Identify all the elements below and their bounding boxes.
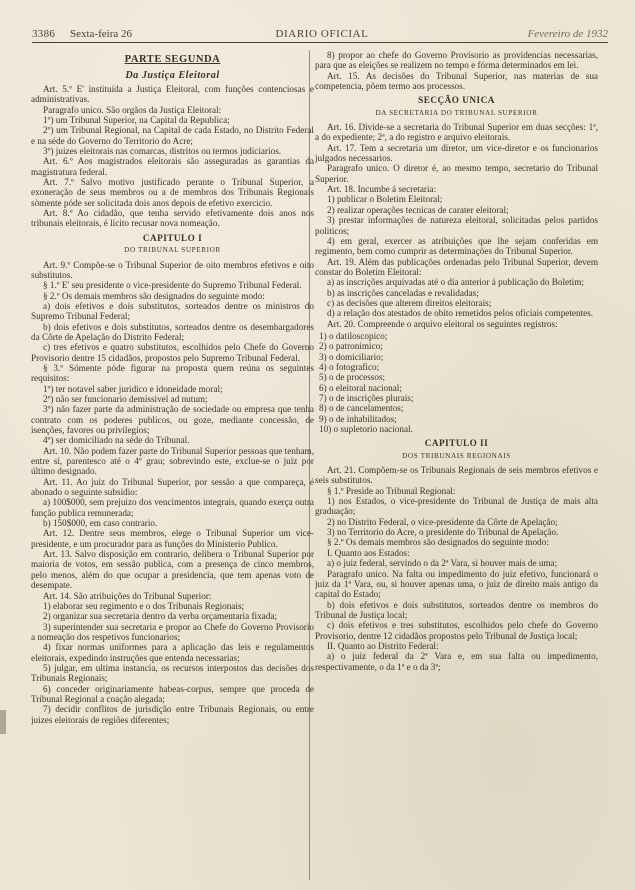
- article-paragraph: 5) julgar, em ultima instancia, os recursos interpostos das decisões dos Tribunais Regionais;: [31, 662, 314, 684]
- issue-month: Fevereiro de 1932: [527, 28, 608, 40]
- article-paragraph: Art. 6.º Aos magistrados eleitorais são asseguradas as garantias da magistratura federal.: [31, 156, 314, 177]
- section-subheading: DO TRIBUNAL SUPERIOR: [124, 246, 221, 255]
- article-paragraph: d) a relação dos atestados de obito remetidos pelos oficiais competentes.: [327, 308, 594, 319]
- article-paragraph: Art. 16. Divide-se a secretaria do Tribunal Superior em duas secções: 1ª, a do expediente; 2ª, a do registro e arquivo eleitorais.: [315, 122, 598, 143]
- article-paragraph: 3º) não fazer parte da administração de sociedade ou empresa que tenha contrato com os poderes publicos, ou goze, mediante concessão, de isenções, favores ou privilegios;: [31, 404, 314, 435]
- register-list-item: 3) o domiciliario;: [319, 351, 384, 362]
- article-paragraph: Art. 9.º Compõe-se o Tribunal Superior de oito membros efetivos e oito substitutos.: [31, 259, 314, 280]
- article-paragraph: c) as decisões que alterem direitos eleitorais;: [327, 297, 492, 308]
- article-paragraph: a) o juiz federal da 2ª Vara e, em sua falta ou impedimento, respectivamente, o da 1ª e o da 3ª;: [315, 651, 598, 672]
- article-paragraph: Art. 7.º Salvo motivo justificado perante o Tribunal Superior, a exoneração de seus membros ou a de membros dos Tribunais Regionais sòmente póde ser solicitada dois anos depois de efetivo exercicio.: [31, 177, 314, 208]
- article-paragraph: Art. 10. Não podem fazer parte do Tribunal Superior pessoas que tenham, entre si, parentesco até o 4º grau; sobrevindo este, exclue-se o juiz por último designado.: [31, 445, 314, 477]
- register-list-item: 8) o de cancelamentos;: [319, 403, 404, 414]
- register-list-item: 10) o supletorio nacional.: [319, 424, 413, 435]
- article-paragraph: Art. 15. As decisões do Tribunal Superior, nas materias de sua competencia, põem termo aos processos.: [315, 70, 598, 92]
- article-paragraph: § 2.º Os demais membros são designados do seguinte modo:: [43, 290, 265, 301]
- right-column: [315, 50, 598, 880]
- article-paragraph: 1º) um Tribunal Superior, na Capital da Republica;: [43, 115, 230, 126]
- article-paragraph: Art. 8.º Ao cidadão, que tenha servido efetivamente dois anos nos tribunais eleitorais, é licito recusar nova nomeação.: [31, 208, 314, 229]
- register-list-item: 7) o de inscrições plurais;: [319, 393, 414, 403]
- article-paragraph: 4) fixar normas uniformes para a aplicação das leis e regulamentos eleitorais, expedindo instruções que entenda necessarias;: [31, 642, 314, 663]
- left-column: [31, 50, 314, 880]
- article-paragraph: b) dois efetivos e dois substitutos, sorteados dentre os membros do Tribunal de Justiça local;: [315, 599, 598, 620]
- article-paragraph: 1º) ter notavel saber juridico e idoneidade moral;: [43, 383, 223, 394]
- article-paragraph: Art. 12. Dentre seus membros, elege o Tribunal Superior um vice-presidente, e um procurador para as funções do Ministerio Publico.: [31, 528, 314, 549]
- article-paragraph: § 2.º Os demais membros são designados do seguinte modo:: [327, 537, 549, 548]
- register-list-item: 6) o eleitoral nacional;: [319, 382, 402, 393]
- article-paragraph: § 1.º E' seu presidente o vice-presidente do Supremo Tribunal Federal.: [43, 280, 302, 291]
- issue-date: Sexta-feira 26: [70, 28, 132, 40]
- article-paragraph: a) dois efetivos e dois substitutos, sorteados dentre os ministros do Supremo Tribunal Federal;: [31, 300, 314, 322]
- page-fold-mark: [0, 710, 6, 734]
- article-paragraph: Art. 19. Além das publicações ordenadas pelo Tribunal Superior, devem constar do Boletim Eleitoral:: [315, 256, 598, 277]
- article-paragraph: 3) prestar informações de natureza eleitoral, solicitadas pelos partidos politicos;: [315, 215, 598, 236]
- article-paragraph: 6) conceder originariamente habeas-corpus, sempre que proceda de Tribunal Regional a coação alegada;: [31, 683, 314, 704]
- article-paragraph: Art. 20. Compreende o arquivo eleitoral os seguintes registros:: [327, 318, 558, 329]
- section-heading: Da Justiça Eleitoral: [125, 70, 220, 81]
- article-paragraph: 7) decidir conflitos de jurisdição entre Tribunais Regionais, ou entre juizes eleitorais de regiões diferentes;: [31, 704, 314, 725]
- register-list-item: 9) o de inhabilitados;: [319, 413, 397, 424]
- article-paragraph: 2) organizar sua secretaria dentro da verba orçamentaria fixada;: [43, 611, 277, 622]
- article-paragraph: 3º) juizes eleitorais nas comarcas, distritos ou termos judiciarios.: [43, 146, 282, 157]
- article-paragraph: Art. 13. Salvo disposição em contrario, delibera o Tribunal Superior por maioria de votos, em sessão publica, com a presença de cinco membros, pelo menos, além do que ocupar a presidencia, que tem apenas voto de desempate.: [31, 549, 314, 591]
- journal-title: DIARIO OFICIAL: [275, 28, 369, 40]
- article-paragraph: 2º) um Tribunal Regional, na Capital de cada Estado, no Distrito Federal e na séde do Governo do Territorio do Acre;: [31, 125, 314, 146]
- article-paragraph: Art. 21. Compõem-se os Tribunais Regionais de seis membros efetivos e seis substitutos.: [315, 465, 598, 486]
- article-paragraph: b) as inscrições canceladas e revalidadas;: [327, 287, 479, 298]
- article-paragraph: Paragrafo unico. O diretor é, ao mesmo tempo, secretario do Tribunal Superior.: [315, 163, 598, 184]
- article-paragraph: b) dois efetivos e dois substitutos, sorteados dentre os desembargadores da Côrte de Apelação do Distrito Federal;: [31, 321, 314, 342]
- column-divider: [309, 50, 310, 880]
- article-paragraph: 2º) não ser funcionario demissivel ad nutum;: [43, 393, 208, 404]
- article-paragraph: 4) em geral, exercer as atribuições que lhe sejam conferidas em regimento, bem como cumprir as determinações do Tribunal Superior.: [315, 235, 598, 257]
- article-paragraph: 2) realizar operações tecnicas de carater eleitoral;: [327, 204, 509, 215]
- register-list-item: 2) o patronimico;: [319, 341, 383, 352]
- article-paragraph: 1) publicar o Boletim Eleitoral;: [327, 194, 443, 205]
- article-paragraph: 8) propor ao chefe do Governo Provisorio as providencias necessarias, para que as eleições se realizem no tempo e fórma determinados em lei.: [315, 50, 598, 71]
- article-paragraph: § 1.º Preside ao Tribunal Regional:: [327, 485, 456, 496]
- article-paragraph: 4º) ser domiciliado na séde do Tribunal.: [43, 435, 190, 446]
- article-paragraph: Paragrafo unico. São orgãos da Justiça Eleitoral:: [43, 104, 222, 115]
- section-heading: SECÇÃO UNICA: [418, 95, 495, 106]
- article-paragraph: c) tres efetivos e quatro substitutos, escolhidos pelo Chefe do Governo Provisorio dentre 15 cidadãos, propostos pelo Supremo Tribunal Federal.: [31, 342, 314, 363]
- section-heading: CAPITULO II: [424, 438, 489, 449]
- section-subheading: DOS TRIBUNAIS REGIONAIS: [402, 451, 511, 460]
- article-paragraph: II. Quanto ao Distrito Federal:: [327, 640, 439, 651]
- article-paragraph: a) o juiz federal, servindo o da 2ª Vara, si houver mais de uma;: [327, 558, 558, 569]
- article-paragraph: b) 150$000, em caso contrario.: [43, 518, 158, 529]
- article-paragraph: I. Quanto aos Estados:: [327, 547, 410, 558]
- article-paragraph: c) dois efetivos e tres substitutos, escolhidos pelo chefe do Governo Provisorio, dentre 12 cidadãos propostos pelo Tribunal de Justiça local;: [315, 620, 598, 641]
- section-heading: PARTE SEGUNDA: [124, 54, 221, 65]
- article-paragraph: Art. 17. Tem a secretaria um diretor, um vice-diretor e os funcionarios julgados necessarios.: [315, 142, 598, 164]
- register-list-item: 1) o datiloscopico;: [319, 330, 388, 341]
- register-list: [315, 331, 598, 434]
- article-paragraph: Art. 5.º E' instituída a Justiça Eleitoral, com funções contenciosas e administrativas.: [31, 84, 314, 105]
- article-paragraph: Art. 18. Incumbe á secretaria:: [327, 184, 437, 195]
- article-paragraph: 3) no Territorio do Acre, o presidente do Tribunal de Apelação.: [327, 527, 559, 538]
- article-paragraph: Art. 14. São atribuições do Tribunal Superior:: [43, 590, 212, 601]
- article-paragraph: § 3.º Sómente póde figurar na proposta quem reúna os seguintes requisitos:: [31, 362, 314, 384]
- page-number: 3386: [32, 28, 56, 40]
- article-paragraph: Art. 11. Ao juiz do Tribunal Superior, por sessão a que compareça, é abonado o seguinte subsidio:: [31, 476, 314, 498]
- article-paragraph: Paragrafo unico. Na falta ou impedimento do juiz efetivo, funcionará o juiz da 1ª Vara, ou, si houver apenas uma, o juiz de direito mais antigo da capital do Estado;: [315, 568, 598, 600]
- article-paragraph: 1) nos Estados, o vice-presidente do Tribunal de Justiça de mais alta graduação;: [315, 496, 598, 517]
- article-paragraph: 2) no Distrito Federal, o vice-presidente da Côrte de Apelação;: [327, 516, 558, 527]
- section-subheading: DA SECRETARIA DO TRIBUNAL SUPERIOR: [375, 108, 538, 117]
- article-paragraph: 1) elaborar seu regimento e o dos Tribunais Regionais;: [43, 600, 245, 611]
- register-list-item: 5) o de processos;: [319, 372, 386, 383]
- article-paragraph: 3) superintender sua secretaria e propor ao Chefe do Governo Provisorio a nomeação dos respetivos funcionarios;: [31, 621, 314, 642]
- article-paragraph: a) 100$000, sem prejuizo dos vencimentos integrais, quando exerça outra função publica remunerada;: [31, 497, 314, 518]
- page-header: [32, 26, 608, 43]
- register-list-item: 4) o fotografico;: [319, 361, 380, 372]
- section-heading: CAPITULO I: [142, 232, 203, 243]
- article-paragraph: a) as inscrições arquivadas até o dia anterior á publicação do Boletim;: [327, 277, 584, 288]
